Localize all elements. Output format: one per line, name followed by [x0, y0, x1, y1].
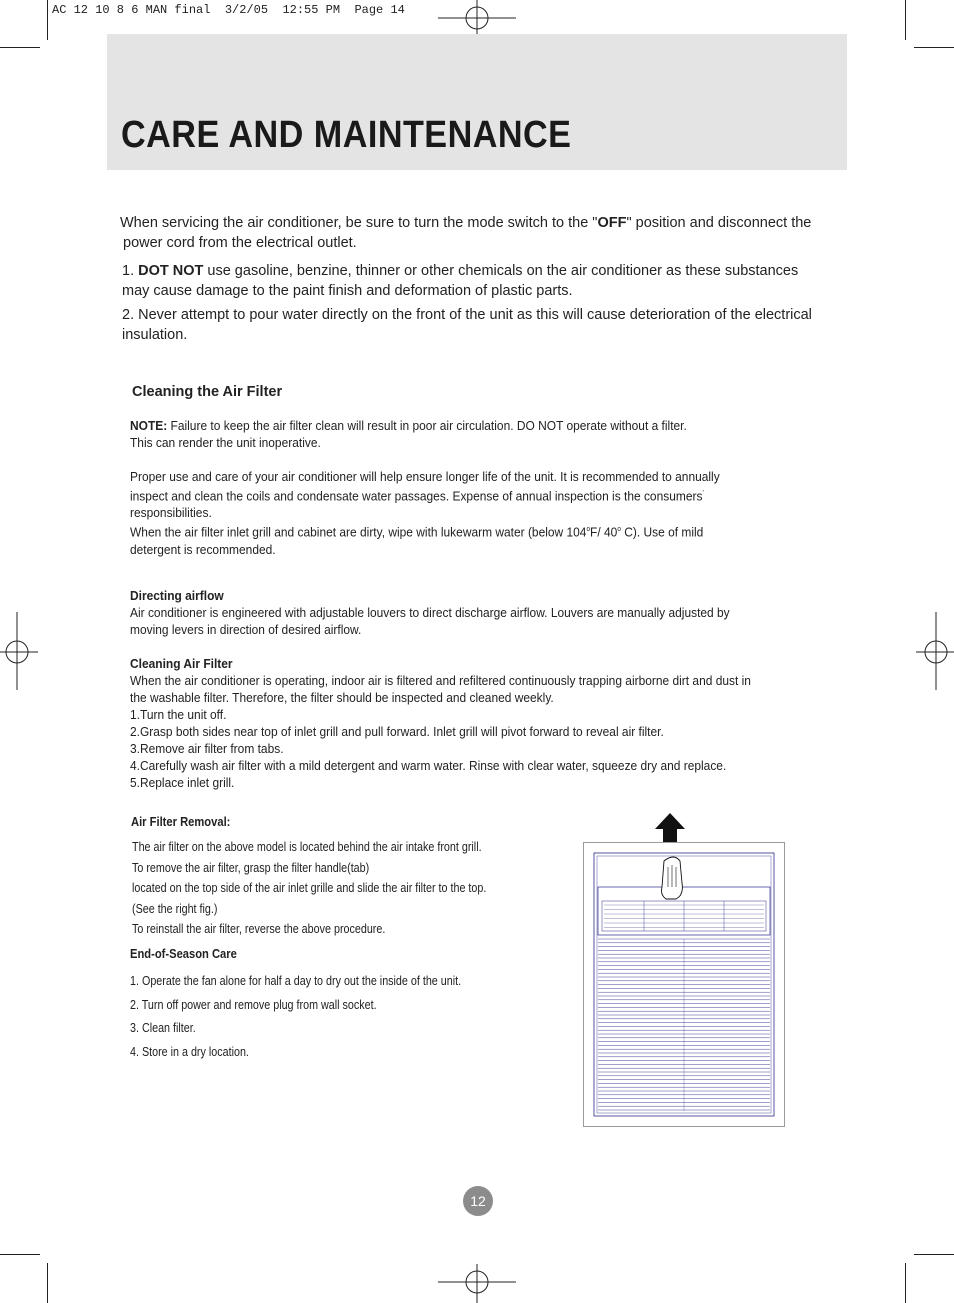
intro-text: power cord from the electrical outlet. — [123, 235, 357, 251]
season-item: 1. Operate the fan alone for half a day to dry out the inside of the unit. — [130, 974, 462, 988]
cleaning-filter-heading: Cleaning the Air Filter — [132, 384, 283, 400]
note-text: Failure to keep the air filter clean will result in poor air circulation. DO NOT operate without a filter. — [167, 418, 687, 433]
proper-use-text: inspect and clean the coils and condensate water passages. Expense of annual inspection is the consumers — [130, 488, 703, 504]
note-label: NOTE: — [130, 418, 168, 433]
intro-item-1 — [122, 261, 852, 301]
proper-use-text: C). Use of mild — [620, 524, 704, 540]
air-conditioner-figure — [583, 842, 785, 1127]
item-text: insulation. — [122, 327, 188, 343]
registration-mark-left — [0, 612, 40, 692]
proper-use-block — [130, 468, 720, 558]
cleaning-air-filter-block — [130, 655, 751, 791]
item-text: 2. Never attempt to pour water directly on the front of the unit as this will cause deterioration of the electrical — [122, 307, 812, 323]
end-of-season-heading: End-of-Season Care — [130, 946, 237, 961]
airflow-text: Air conditioner is engineered with adjustable louvers to direct discharge airflow. Louvers are manually adjusted by — [130, 605, 730, 620]
air-filter-removal-heading: Air Filter Removal: — [131, 814, 231, 829]
air-conditioner-illustration — [584, 843, 784, 1126]
degree-mark: o — [586, 526, 591, 534]
end-of-season-list — [130, 970, 461, 1064]
item-number: 1. — [122, 263, 135, 279]
apostrophe-mark: ' — [702, 490, 704, 497]
intro-text: When servicing the air conditioner, be sure to turn the mode switch to the " — [120, 215, 598, 231]
cleaning-step: 2.Grasp both sides near top of inlet grill and pull forward. Inlet grill will pivot forward to reveal air filter. — [130, 724, 664, 739]
intro-item-2 — [122, 305, 852, 345]
note-block — [130, 417, 687, 451]
season-item: 4. Store in a dry location. — [130, 1044, 249, 1059]
registration-mark-right — [914, 612, 954, 692]
item-text: may cause damage to the paint finish and deformation of plastic parts. — [122, 283, 573, 299]
removal-line: (See the right fig.) — [132, 901, 218, 916]
season-item: 3. Clean filter. — [130, 1021, 196, 1035]
directing-airflow-block — [130, 587, 730, 638]
registration-mark-bottom — [438, 1262, 518, 1303]
intro-paragraph — [120, 213, 850, 253]
proper-use-text: detergent is recommended. — [130, 541, 276, 557]
cleaning-text: When the air conditioner is operating, indoor air is filtered and refiltered continuously trapping airborne dirt and dust in — [130, 673, 751, 688]
airflow-text: moving levers in direction of desired airflow. — [130, 622, 362, 637]
proper-use-text: When the air filter inlet grill and cabinet are dirty, wipe with lukewarm water (below 104 — [130, 524, 587, 540]
item-text: use gasoline, benzine, thinner or other chemicals on the air conditioner as these substances — [203, 263, 799, 279]
print-slug: AC 12 10 8 6 MAN final 3/2/05 12:55 PM Page 14 — [52, 3, 405, 17]
do-not-emphasis: DOT NOT — [138, 263, 204, 279]
directing-airflow-heading: Directing airflow — [130, 588, 224, 603]
proper-use-text: Proper use and care of your air conditioner will help ensure longer life of the unit. It is recommended to annually — [130, 469, 720, 484]
removal-line: The air filter on the above model is located behind the air intake front grill. — [132, 840, 482, 854]
cleaning-text: the washable filter. Therefore, the filter should be inspected and cleaned weekly. — [130, 690, 554, 705]
cleaning-step: 3.Remove air filter from tabs. — [130, 741, 284, 756]
cleaning-step: 1.Turn the unit off. — [130, 707, 227, 722]
removal-line: To remove the air filter, grasp the filter handle(tab) — [132, 860, 370, 875]
note-text: This can render the unit inoperative. — [130, 435, 321, 450]
page-title: CARE AND MAINTENANCE — [121, 114, 572, 156]
air-filter-removal-text — [132, 837, 486, 940]
page-number-badge: 12 — [463, 1186, 493, 1216]
cleaning-step: 4.Carefully wash air filter with a mild detergent and warm water. Rinse with clear water, squeeze dry and replace. — [130, 758, 727, 773]
proper-use-text: responsibilities. — [130, 505, 212, 521]
degree-mark: o — [617, 526, 621, 534]
off-emphasis: OFF — [597, 215, 627, 231]
removal-line: To reinstall the air filter, reverse the above procedure. — [132, 922, 386, 936]
season-item: 2. Turn off power and remove plug from wall socket. — [130, 997, 377, 1012]
removal-line: located on the top side of the air inlet grille and slide the air filter to the top. — [132, 881, 487, 895]
cleaning-air-filter-heading: Cleaning Air Filter — [130, 656, 233, 671]
cleaning-step: 5.Replace inlet grill. — [130, 775, 235, 790]
intro-text: " position and disconnect the — [626, 215, 812, 231]
proper-use-text: F/ 40 — [590, 524, 618, 540]
